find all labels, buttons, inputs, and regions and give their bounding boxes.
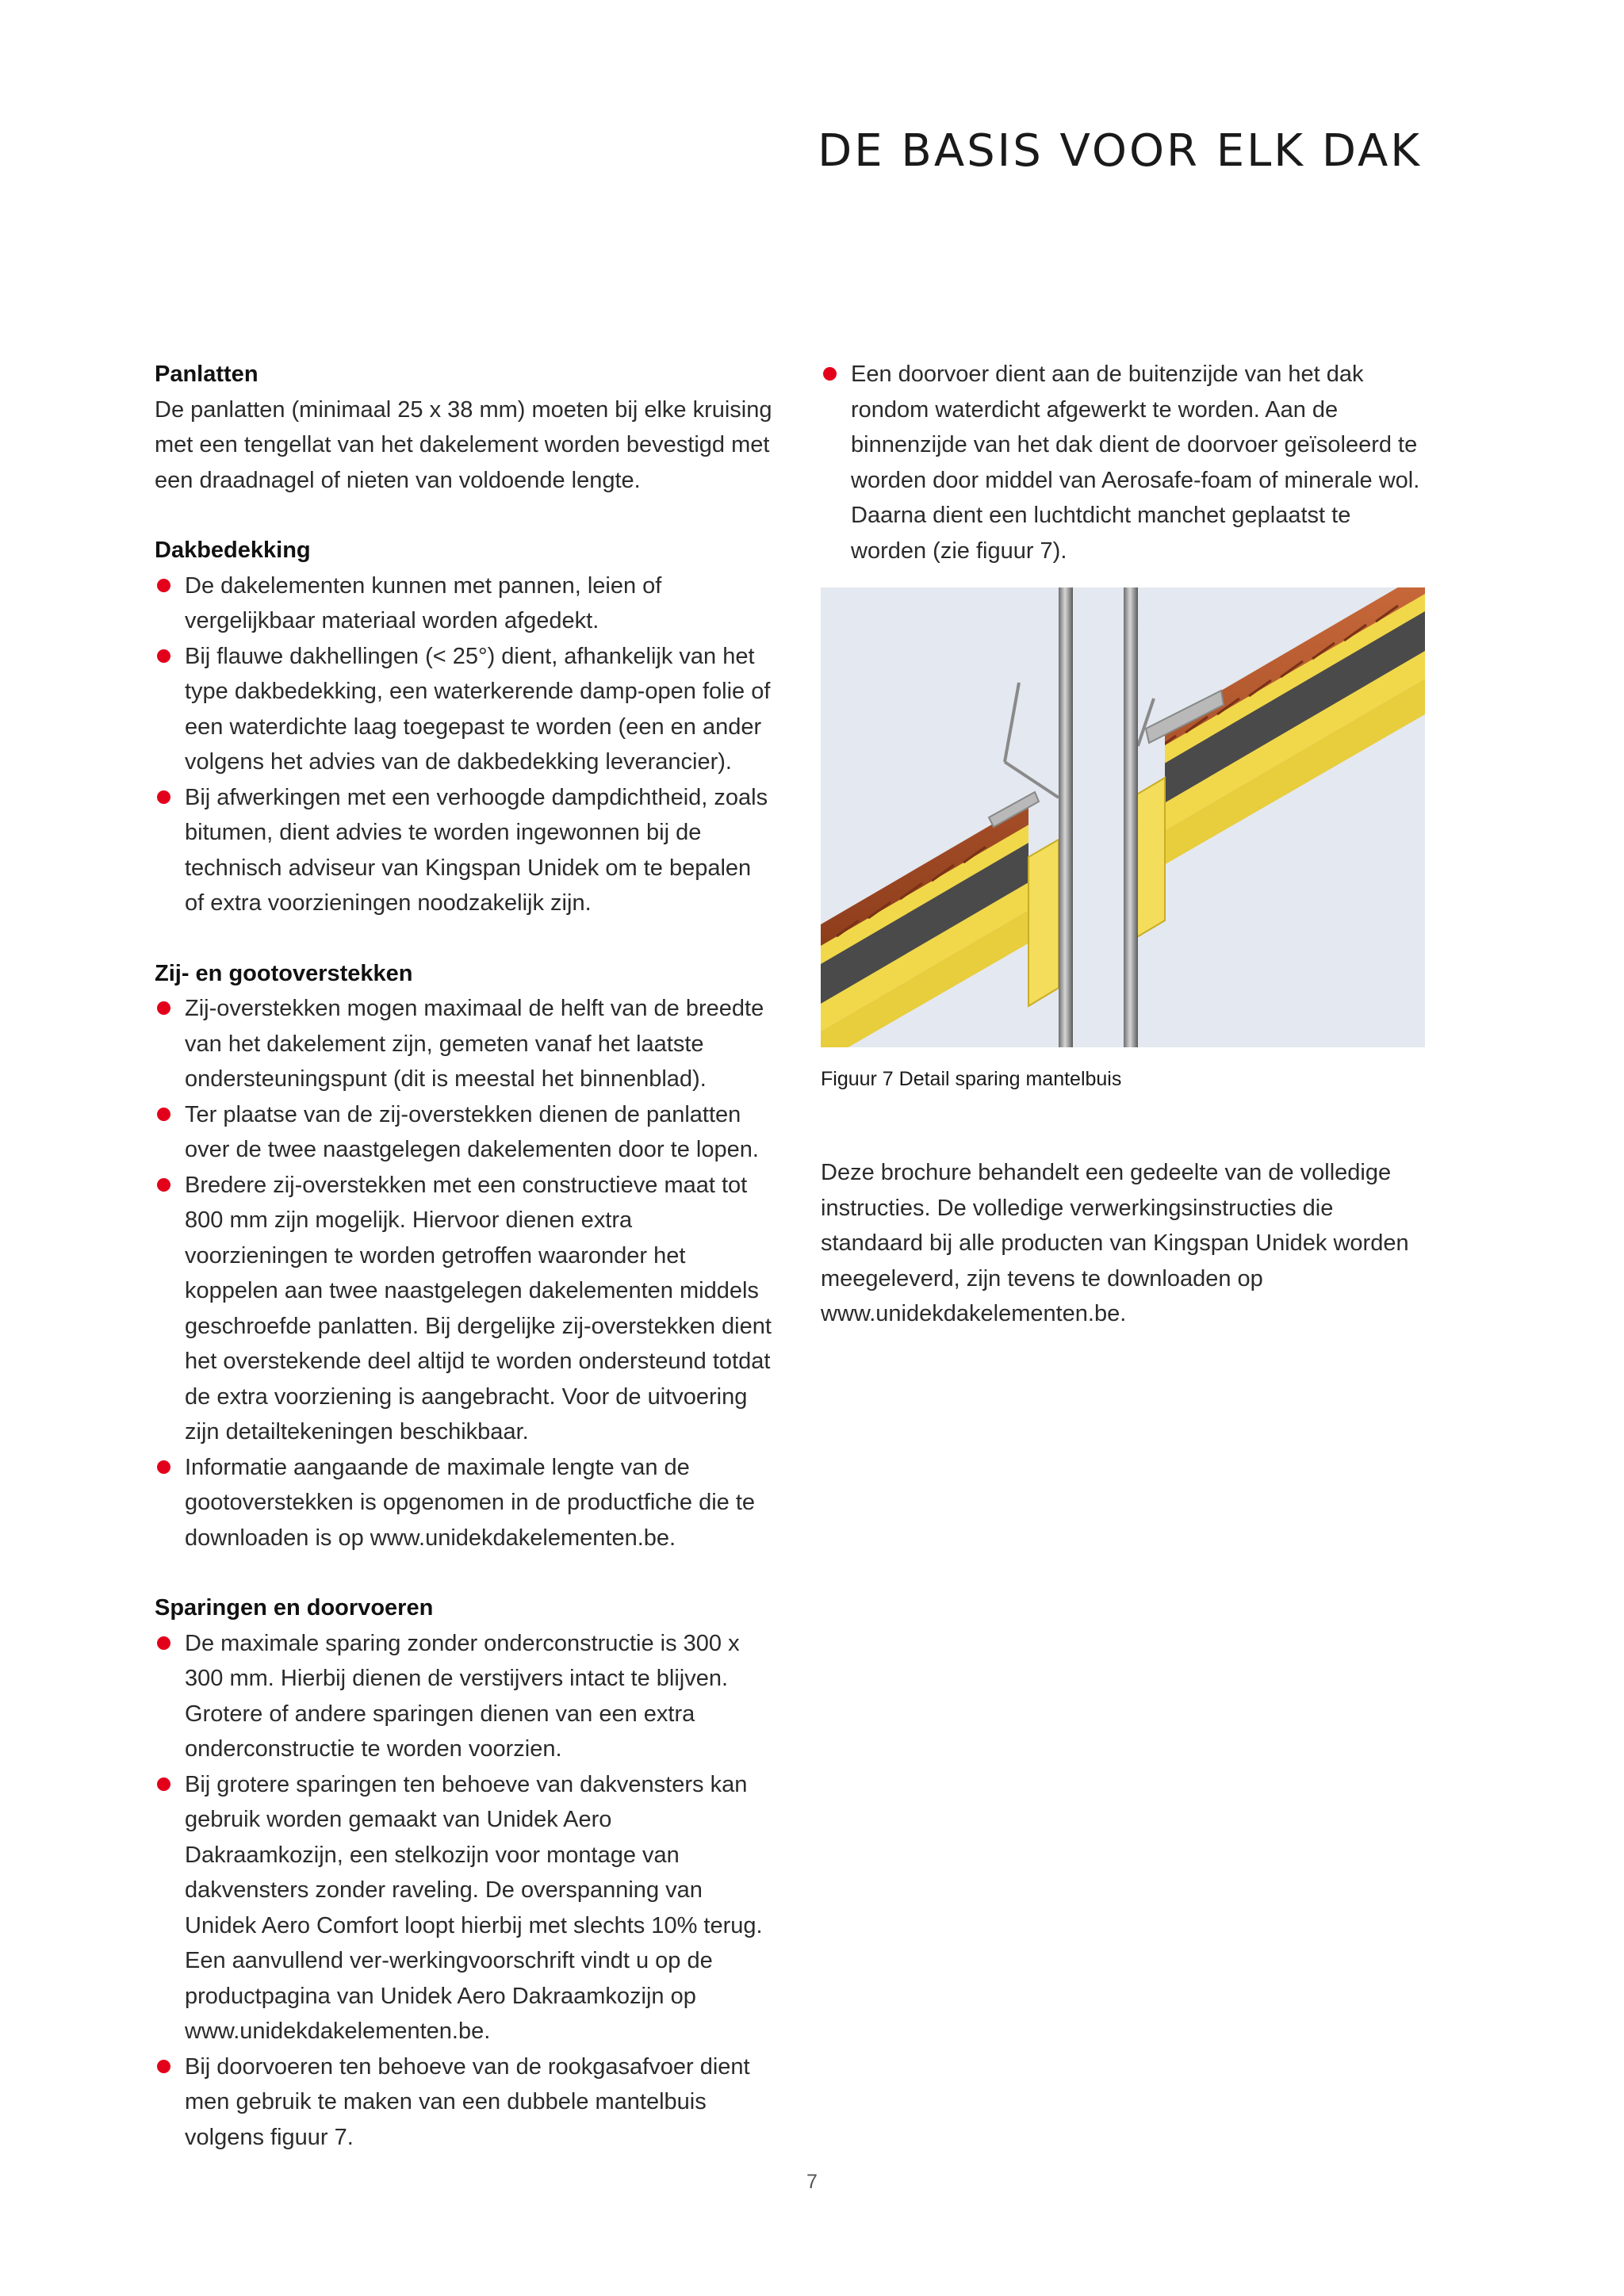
bullet-list: [821, 357, 1427, 568]
section-heading: Panlatten: [155, 362, 259, 387]
section-heading: Sparingen en doorvoeren: [155, 1595, 434, 1621]
bullet-dot-icon: [157, 649, 170, 663]
section-overstekken: [155, 956, 773, 1556]
bullet-dot-icon: [157, 1178, 170, 1192]
bullet-list: [155, 991, 773, 1556]
list-item: [155, 1168, 773, 1450]
bullet-dot-icon: [157, 579, 170, 592]
bullet-dot-icon: [157, 1777, 170, 1791]
bullet-dot-icon: [157, 790, 170, 804]
bullet-dot-icon: [157, 1108, 170, 1121]
list-item: [155, 991, 773, 1097]
list-item-text: Bij afwerkingen met een verhoogde dampdichtheid, zoals bitumen, dient advies te worden ingewonnen bij de technisch adviseur van Kingspan Unidek om te bepalen of extra voorzieningen noodzakelijk zijn.: [185, 784, 768, 916]
list-item-text: De maximale sparing zonder onderconstructie is 300 x 300 mm. Hierbij dienen de verstijvers intact te blijven. Grotere of andere sparingen dienen van een extra onderconstructie te worden voorzien.: [185, 1630, 740, 1762]
left-column: [155, 357, 773, 2190]
bullet-dot-icon: [157, 2060, 170, 2073]
list-item-text: Bij flauwe dakhellingen (< 25°) dient, afhankelijk van het type dakbedekking, een waterkerende damp-open folie of een waterdichte laag toegepast te worden (een en ander volgens het advies van de dakbedekking leverancier).: [185, 643, 771, 775]
figure-caption: Figuur 7 Detail sparing mantelbuis: [821, 1068, 1122, 1090]
section-sparingen: [155, 1590, 773, 2155]
list-item-text: De dakelementen kunnen met pannen, leien of vergelijkbaar materiaal worden afgedekt.: [185, 572, 662, 633]
list-item: [155, 568, 773, 639]
closing-paragraph: Deze brochure behandelt een gedeelte van de volledige instructies. De volledige verwerkingsinstructies die standaard bij alle producten van Kingspan Unidek worden meegeleverd, zijn tevens te downloaden op www.unidekdakelementen.be.: [821, 1160, 1409, 1326]
section-panlatten: [155, 357, 773, 498]
list-item-text: Informatie aangaande de maximale lengte van de gootoverstekken is opgenomen in de productfiche die te downloaden is op www.unidekdakelementen.be.: [185, 1454, 756, 1551]
list-item: [155, 1767, 773, 2049]
page-title: DE BASIS VOOR ELK DAK: [818, 125, 1422, 177]
bullet-list: [155, 1626, 773, 2156]
list-item: [155, 780, 773, 921]
list-item: [155, 1097, 773, 1168]
bullet-list: [155, 568, 773, 921]
figure-roof-detail: [821, 587, 1425, 1047]
section-heading: Zij- en gootoverstekken: [155, 960, 413, 986]
list-item: [821, 357, 1427, 568]
list-item-text: Ter plaatse van de zij-overstekken dienen de panlatten over de twee naastgelegen dakelementen door te lopen.: [185, 1101, 759, 1162]
bullet-dot-icon: [823, 367, 837, 381]
list-item-text: Bij doorvoeren ten behoeve van de rookgasafvoer dient men gebruik te maken van een dubbele mantelbuis volgens figuur 7.: [185, 2053, 750, 2150]
bullet-dot-icon: [157, 1636, 170, 1650]
roof-penetration-illustration: [821, 587, 1425, 1047]
list-item-text: Een doorvoer dient aan de buitenzijde van het dak rondom waterdicht afgewerkt te worden. Aan de binnenzijde van het dak dient de doorvoer geïsoleerd te worden door middel van Aerosafe-foam of minerale wol. Daarna dient een luchtdicht manchet geplaatst te worden (zie figuur 7).: [851, 362, 1420, 564]
section-dakbedekking: [155, 533, 773, 921]
right-column: [821, 357, 1427, 1332]
page-number: 7: [806, 2171, 818, 2193]
list-item-text: Bij grotere sparingen ten behoeve van dakvensters kan gebruik worden gemaakt van Unidek Aero Dakraamkozijn, een stelkozijn voor montage van dakvensters zonder raveling. De overspanning van Unidek Aero Comfort loopt hierbij met slechts 10% terug. Een aanvullend ver-werkingvoorschrift vindt u op de productpagina van Unidek Aero Dakraamkozijn op www.unidekdakelementen.be.: [185, 1771, 763, 2044]
section-heading: Dakbedekking: [155, 538, 311, 563]
bullet-dot-icon: [157, 1001, 170, 1015]
section-text: De panlatten (minimaal 25 x 38 mm) moeten bij elke kruising met een tengellat van het dakelement worden bevestigd met een draadnagel of nieten van voldoende lengte.: [155, 396, 772, 493]
list-item: [155, 2049, 773, 2156]
list-item-text: Bredere zij-overstekken met een constructieve maat tot 800 mm zijn mogelijk. Hiervoor dienen extra voorzieningen te worden getroffen waaronder het koppelen aan twee naastgelegen dakelementen middels geschroefde panlatten. Bij dergelijke zij-overstekken dient het overstekende deel altijd te worden ondersteund totdat de extra voorziening is aangebracht. Voor de uitvoering zijn detailtekeningen beschikbaar.: [185, 1172, 772, 1445]
bullet-dot-icon: [157, 1460, 170, 1474]
list-item: [155, 1450, 773, 1556]
list-item-text: Zij-overstekken mogen maximaal de helft van de breedte van het dakelement zijn, gemeten vanaf het laatste ondersteuningspunt (dit is meestal het binnenblad).: [185, 996, 764, 1092]
list-item: [155, 639, 773, 780]
list-item: [155, 1626, 773, 1767]
